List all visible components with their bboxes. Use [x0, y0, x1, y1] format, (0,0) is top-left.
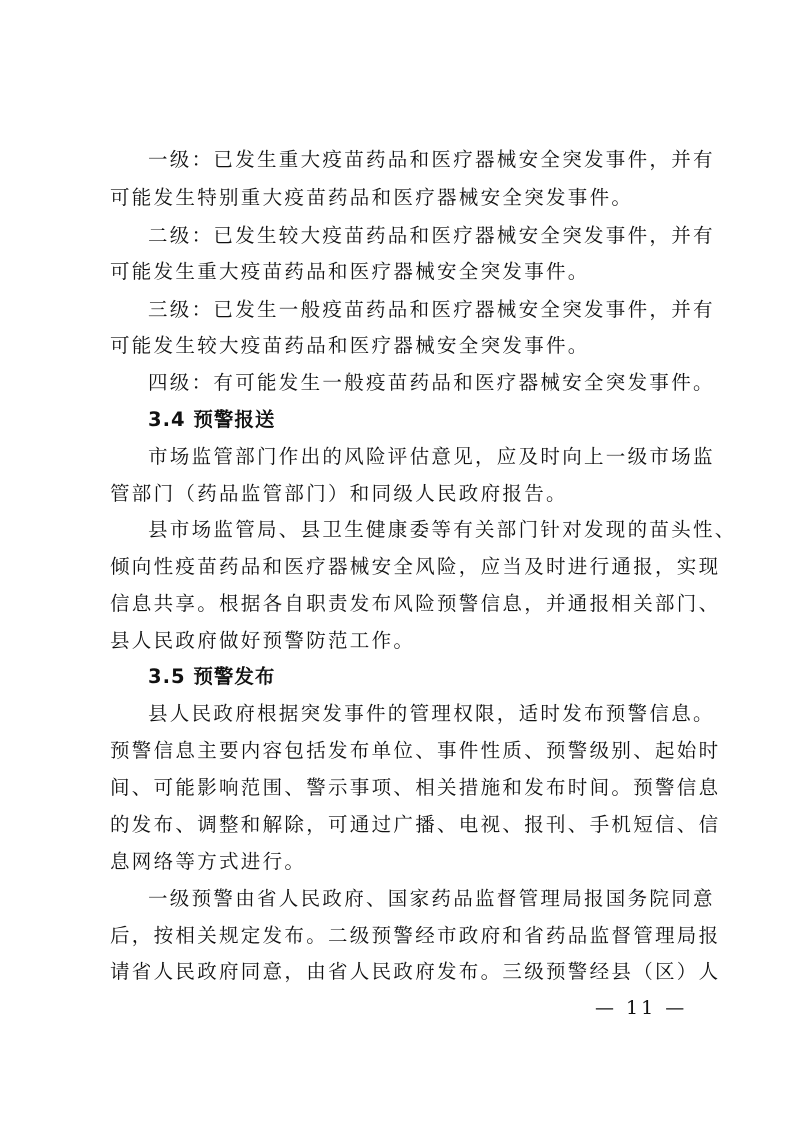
text-line-4: 可能发生重大疫苗药品和医疗器械安全突发事件。 — [110, 260, 590, 283]
text-line-13: 信息共享。根据各自职责发布风险预警信息，并通报相关部门、 — [110, 592, 721, 615]
text-line-12: 倾向性疫苗药品和医疗器械安全风险，应当及时进行通报，实现 — [110, 555, 721, 578]
text-line-20: 息网络等方式进行。 — [110, 850, 307, 873]
text-line-1: 一级：已发生重大疫苗药品和医疗器械安全突发事件，并有 — [148, 148, 715, 171]
text-line-17: 预警信息主要内容包括发布单位、事件性质、预警级别、起始时 — [110, 739, 721, 762]
text-line-18: 间、可能影响范围、警示事项、相关措施和发布时间。预警信息 — [110, 776, 721, 799]
text-line-23: 请省人民政府同意，由省人民政府发布。三级预警经县（区）人 — [110, 960, 721, 983]
text-line-22: 后，按相关规定发布。二级预警经市政府和省药品监督管理局报 — [110, 924, 721, 947]
text-line-5: 三级：已发生一般疫苗药品和医疗器械安全突发事件，并有 — [148, 298, 715, 321]
text-line-16: 县人民政府根据突发事件的管理权限，适时发布预警信息。 — [148, 702, 715, 725]
text-line-14: 县人民政府做好预警防范工作。 — [110, 629, 416, 652]
text-line-2: 可能发生特别重大疫苗药品和医疗器械安全突发事件。 — [110, 186, 634, 209]
text-line-11: 县市场监管局、县卫生健康委等有关部门针对发现的苗头性、 — [148, 518, 737, 541]
text-line-7: 四级：有可能发生一般疫苗药品和医疗器械安全突发事件。 — [148, 371, 715, 394]
text-line-19: 的发布、调整和解除，可通过广播、电视、报刊、手机短信、信 — [110, 813, 721, 836]
text-line-3: 二级：已发生较大疫苗药品和医疗器械安全突发事件，并有 — [148, 224, 715, 247]
text-line-10: 管部门（药品监管部门）和同级人民政府报告。 — [110, 482, 568, 505]
text-line-9: 市场监管部门作出的风险评估意见，应及时向上一级市场监 — [148, 445, 715, 468]
section-heading-3-5: 3.5 预警发布 — [148, 665, 276, 688]
text-line-6: 可能发生较大疫苗药品和医疗器械安全突发事件。 — [110, 334, 590, 357]
text-line-21: 一级预警由省人民政府、国家药品监督管理局报国务院同意 — [148, 887, 715, 910]
page-number: — 11 — — [595, 997, 688, 1019]
section-heading-3-4: 3.4 预警报送 — [148, 408, 276, 431]
